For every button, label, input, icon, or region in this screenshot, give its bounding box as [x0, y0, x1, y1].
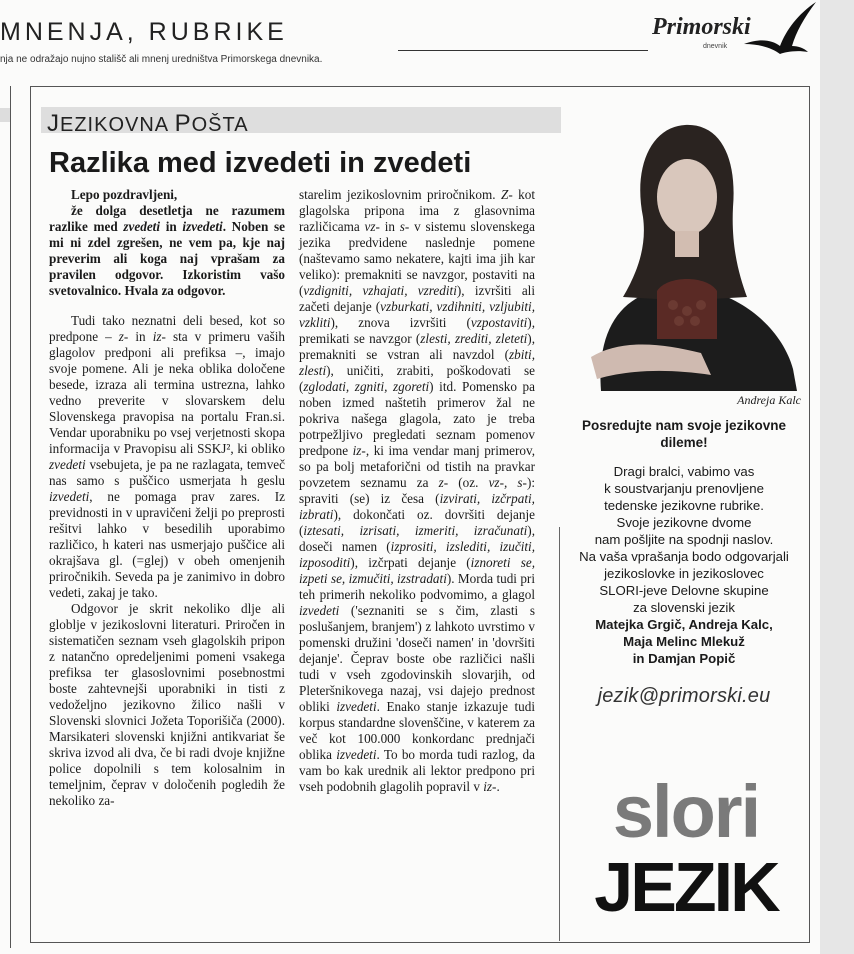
primorski-logo-word: Primorski [652, 14, 751, 40]
photo-caption: Andreja Kalc [737, 393, 801, 407]
svg-text:slori: slori [612, 771, 760, 853]
svg-text:JEZIK: JEZIK [594, 848, 778, 921]
rubric-title: MNENJA, RUBRIKE [0, 18, 288, 46]
primorski-logo-sub: dnevnik [703, 43, 728, 50]
answer-paragraph-3: starelim jezikoslovnim priročnikom. Z- kot glagolska pripona ima z glasovnima različicama vz- in s- v sistemu slovenskega jezika predvidene naslednje pomene (naštevamo samo nekatere, kajti ima jih kar veliko): premakniti se navzgor, postaviti na (vzdigniti, vzhajati, vzrediti), izvršiti ali začeti dejanje (vzburkati, vzdihniti, vzljubiti, vzkliti), znova izvršiti (vzpostaviti), premikati se navzgor (zlesti, zrediti, zleteti), premakniti se vstran ali navzdol (zbiti, zlesti), uničiti, zrabiti, poškodovati se (zglodati, zgniti, zgoreti) itd. Pomensko pa noben izmed naštetih primerov žal ne pokriva našega glagola, zato je treba potrpežljivo pregledati seznam pomenov predpone iz-, ki ima vendar manj primerov, so pa bolj metaforični od tistih na pravkar povzetem seznamu za z- (oz. vz-, s-): spraviti (se) iz česa (izvirati, izčrpati, izbrati), dokončati oz. dovršiti dejanje (iztesati, izrisati, izmeriti, izračunati), doseči namen (izprositi, izslediti, izučiti, izposoditi), izčrpati dejanje (iznoreti se, izpeti se, izmučiti, izstradati). Morda tudi pri teh primerih nekoliko podvomimo, a glagol izvedeti ('seznaniti se s čim, zlasti s poslušanjem, branjem') z lahkoto uvrstimo v pomenski družini 'doseči namen' in 'dovršiti dejanje'. Čeprav boste obe različici našli tudi v vseh zgodovinskih slovarjih, od Pleteršnikovega nazaj, vsi dajejo prednost obliki izvedeti. Enako stanje izkazuje tudi korpus standardne slovenščine, v katerem za več kot 100.000 konkordanc prednjači oblika izvedeti. To bo morda tudi razlog, da vam bo kak urednik ali lektor predpono pri vseh podobnih glagolih popravil v iz-. [299, 187, 536, 794]
author-photo [561, 107, 807, 391]
section-title: JEZIKOVNA POŠTA [47, 110, 249, 137]
article-headline: Razlika med izvedeti in zvedeti [49, 147, 472, 179]
answer-paragraph-2: Odgovor je skrit nekoliko dlje ali globlje v jezikoslovni literaturi. Priročen in sistematičen seznam vseh glagolskih pripon z natančno opredeljenimi pomeni vsakega prefiksa ter glasoslovnimi posebnostmi boste zahtevnejši uporabniki in tisti z vedoželjno jezikovno žilico našli v Slovenski slovnici Jožeta Toporišiča (2000). Marsikateri slovenski knjižni antikvariat še skriva izvod ali dva, če bi radi dvoje knjižne police dopolnili s tem kolosalnim in temeljnim, čeprav v določenih pogledih že nekoliko za- [49, 601, 285, 808]
previous-column-edge [0, 86, 11, 948]
editorial-disclaimer: nja ne odražajo nujno stališč ali mnenj uredništva Primorskega dnevnika. [0, 54, 323, 65]
article-column-1 [49, 187, 285, 809]
sidebar-heading: Posredujte nam svoje jezikovne dileme! [581, 418, 787, 450]
sidebar-body: Dragi bralci, vabimo vas k soustvarjanju prenovljene tedenske jezikovne rubrike. Svoje jezikovne dvome nam pošljite na spodnji naslov. Na vaša vprašanja bodo odgovarjali jezikoslovke in jezikoslovec SLORI-jeve Delovne skupine za slovenski jezik Matejka Grgič, Andreja Kalc, Maja Melinc Mlekuž in Damjan Popič [579, 464, 789, 666]
sidebar-divider [559, 527, 560, 941]
article-box [30, 86, 810, 943]
slori-jezik-logo [571, 771, 801, 921]
seagull-icon [738, 0, 818, 56]
letter-greeting: Lepo pozdravljeni, [71, 187, 178, 202]
answer-paragraph-1: Tudi tako neznatni deli besed, kot so predpone – z- in iz- sta v primeru vaših glagolov predponi ali prefiksa –, imajo svoje pomene. Ali je neka oblika določene besede, izraza ali termina ustrezna, lahko vedno preverite v slovarskem delu Slovenskega pravopisa na portalu Fran.si. Vendar uporabniku po vsej verjetnosti skopa informacija v Pravopisu ali SSKJ², ki obliko zvedeti vsebujeta, je pa ne razlagata, temveč nas samo s puščico usmerjata h geslu izvedeti, ne pomaga prav zares. Iz previdnosti in v upravičeni želji po preprosti rešitvi lahko v besedilih uporabimo različico, h kateri nas usmerjajo puščice ali okrajšava gl. (=glej) v obeh omenjenih priročnikih. Seveda pa je zanimivo in dobro vedeti, zakaj je tako. [49, 313, 285, 600]
right-page-margin [820, 0, 854, 954]
sidebar-call [561, 417, 807, 708]
contact-email[interactable]: jezik@primorski.eu [597, 685, 771, 707]
header-rule [398, 50, 648, 51]
article-column-2 [299, 187, 535, 795]
letter-question: že dolga desetletja ne razumem razlike med zvedeti in izvedeti. Noben se mi ni zdel zgrešen, ne vem pa, kje naj preverim ali koga naj vprašam za pravilen odgovor. Izkoristim vašo svetovalnico. Hvala za odgovor. [49, 203, 285, 298]
